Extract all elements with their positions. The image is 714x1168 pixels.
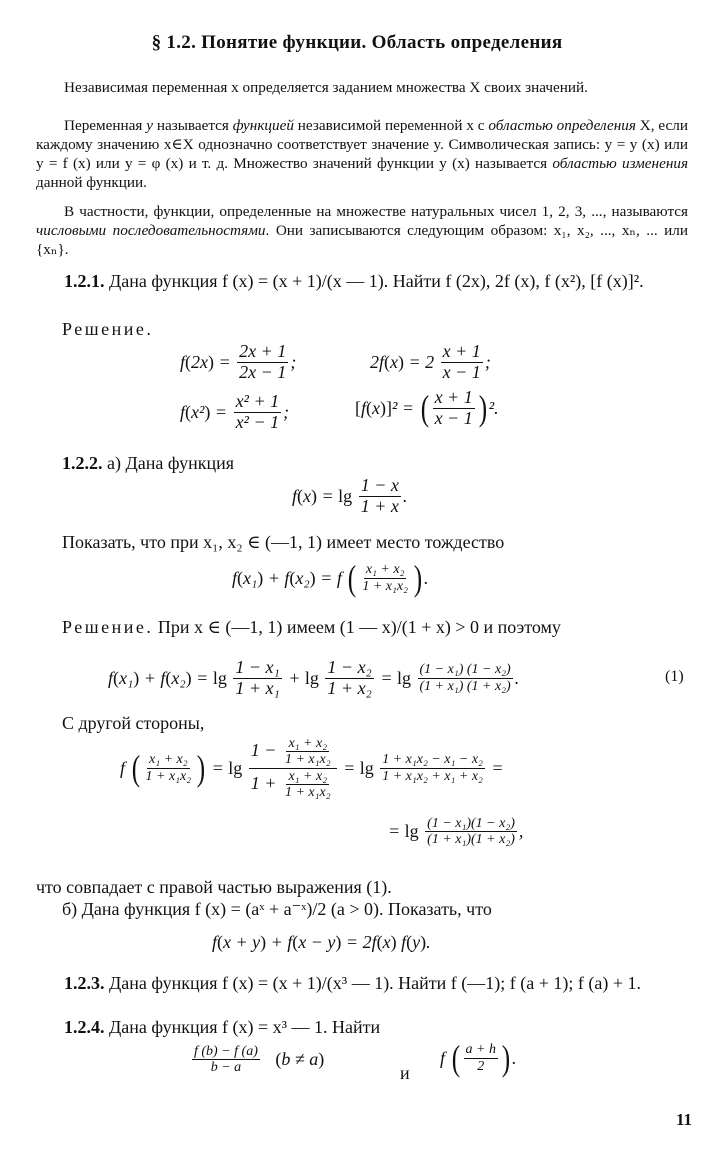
text-run: X, если каждому значению x∈X однозначно соответствует значение y. Символическая запись: y = y (x) или y = f (x) или y = φ (x) и т. д. Множество значений функции y (x) называется xyxy=(36,117,688,172)
solution-text: При x ∈ (—1, 1) имеем (1 — x)/(1 + x) > 0 и поэтому xyxy=(157,617,561,637)
formula-f-x-squared: [ f ( x )] ² = ( $\frac{x + 1}{x - 1}$ ) ². xyxy=(355,387,499,429)
problem-text: Дана функция f (x) = (x + 1)/(x — 1). Найти f (2x), 2f (x), f (x²), [f (x)]². xyxy=(104,271,644,291)
term-sequences: числовыми последовательностями xyxy=(36,222,266,239)
show-identity-text: Показать, что при x₁, x₂ ∈ (—1, 1) имеет место тождество xyxy=(62,532,505,552)
term-function: функцией xyxy=(232,117,294,134)
problem-1-2-1 xyxy=(36,270,688,293)
formula-midpoint: f ( $\frac{a + h}{2}$ ) . xyxy=(440,1038,517,1078)
formula-difference-quotient: $\frac{f (b) - f (a)}{b - a}$ ( b ≠ a ) xyxy=(194,1044,325,1076)
formula-sum-lg: f ( x₁ ) + f ( x₂ ) = lg $\frac{\text{1 − x₁}}{\text{1 + x₁}}$ + lg $\frac{\text{1 − x₂}}{\text{1 + x₂}}$ = lg $\frac{\text{(1 − x₁) (1 − x₂)}}{\text{(1 + x₁) (1 + x₂)}}$ . xyxy=(108,657,520,698)
problem-number: 1.2.2. xyxy=(62,453,103,473)
formula-f-2x: f ( 2x ) = $\frac{2x + 1}{2x - 1}$ ; xyxy=(180,341,297,382)
solution-label: Решение. xyxy=(62,319,154,339)
text-run: независимой переменной x с xyxy=(293,117,489,134)
problem-number: 1.2.4. xyxy=(64,1017,105,1037)
text-run: В частности, функции, определенные на множестве натуральных чисел 1, 2, 3, ..., называются xyxy=(64,203,688,220)
problem-number: 1.2.1. xyxy=(64,271,105,291)
equation-number: (1) xyxy=(665,668,684,685)
term-domain: областью определения xyxy=(488,117,636,134)
text-run: . Они записываются следующим образом: x₁, x₂, ..., xₙ, ... или {xₙ}. xyxy=(36,222,689,258)
problem-text: Дана функция f (x) = (x + 1)/(x³ — 1). Найти f (—1); f (a + 1); f (a) + 1. xyxy=(104,973,642,993)
text-run: данной функции. xyxy=(36,174,147,191)
problem-1-2-4 xyxy=(36,1016,688,1039)
formula-2f-x: 2f ( x ) = 2 $\frac{x + 1}{x - 1}$ ; xyxy=(370,341,491,382)
text-run: Переменная xyxy=(64,117,147,134)
and-word: и xyxy=(400,1063,410,1083)
solution-1-2-2 xyxy=(36,616,688,639)
formula-compound-fraction: f ( $\frac{\text{x₁ + x₂}}{\text{1 + x₁x₂}}$ ) = lg 1 − $\frac{\text{x₁ + x₂}}{\text{1 + x₁x₂}}$ 1 + $\frac{\text{x₁ + x₂}}{\text{1 + x₁x₂}}$ = lg $\frac{\text{1 + x₁x₂ − x₁ − x₂}}{\text{1 + x₁x₂ + x₁ + x₂}}$ = xyxy=(120,736,504,801)
solution-label: Решение. xyxy=(62,617,154,637)
page-number: 11 xyxy=(675,1110,692,1129)
problem-text: а) Дана функция xyxy=(102,453,235,473)
coincides-text: что совпадает с правой частью выражения (1). xyxy=(36,877,392,897)
intro-paragraph-1: Независимая переменная x определяется заданием множества X своих значений. xyxy=(64,79,588,96)
formula-f-x2: f ( x² ) = $\frac{\text{x² + 1}}{\text{x² − 1}}$ ; xyxy=(180,391,290,432)
term-range: областью изменения xyxy=(552,155,689,172)
problem-1-2-2 xyxy=(62,452,682,475)
problem-text: Дана функция f (x) = x³ — 1. Найти xyxy=(104,1017,381,1037)
problem-number: 1.2.3. xyxy=(64,973,105,993)
formula-cosh-identity: f ( x + y ) + f ( x − y ) = 2f ( x ) f ( y ) . xyxy=(212,932,431,952)
formula-identity: f ( x₁ ) + f ( x₂ ) = f ( $\frac{\text{x₁ + x₂}}{\text{1 + x₁x₂}}$ ) . xyxy=(232,558,429,598)
intro-paragraph-3 xyxy=(36,202,688,259)
intro-paragraph-2 xyxy=(36,116,688,192)
section-title: § 1.2. Понятие функции. Область определения xyxy=(151,32,563,53)
text-run: называется xyxy=(152,117,233,134)
formula-lg-def: f ( x ) = lg $\frac{1 - x}{1 + x}$ . xyxy=(292,475,408,516)
problem-1-2-2-b: б) Дана функция f (x) = (aˣ + a⁻ˣ)/2 (a > 0). Показать, что xyxy=(62,899,492,919)
formula-result: = lg $\frac{\text{(1 − x₁)(1 − x₂)}}{\text{(1 + x₁)(1 + x₂)}}$ , xyxy=(388,816,524,848)
text-run: y xyxy=(146,117,153,134)
other-side-text: С другой стороны, xyxy=(62,713,205,733)
problem-1-2-3 xyxy=(36,972,688,995)
